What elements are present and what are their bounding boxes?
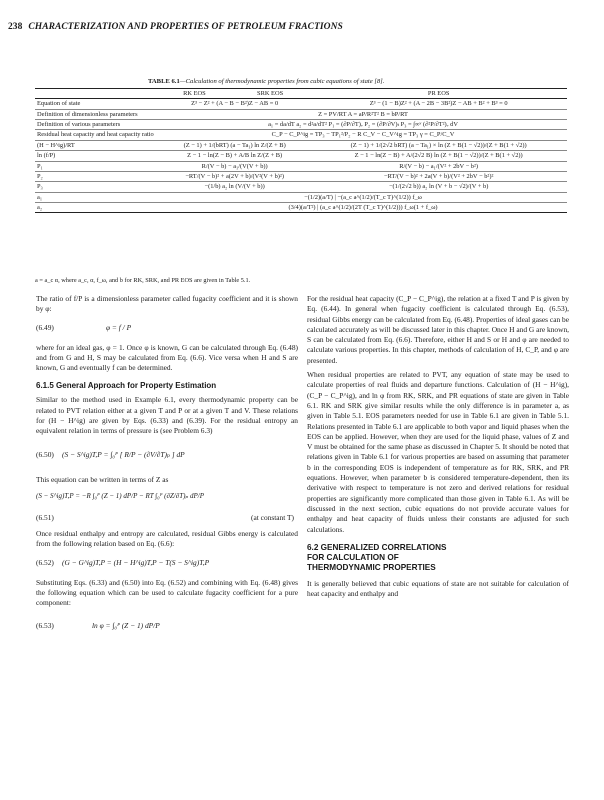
table-row [35, 151, 567, 161]
table-row [35, 161, 567, 171]
equation-6-52 [36, 554, 298, 574]
row-pr: (Z − 1) + 1/(2√2 bRT) (a − Ta₁) × ln (Z + B(1 − √2))/(Z + B(1 + √2)) [310, 140, 567, 150]
section-heading: 6.1.5 General Approach for Property Estimation [36, 381, 217, 391]
equation-note: (at constant T) [251, 512, 294, 522]
table-header-pr: PR EOS [310, 89, 567, 99]
table-row [35, 182, 567, 192]
row-all: a₁ = da/dT a₂ = d²a/dT² P₁ = (∂P/∂T)ᵥ P₂ = (∂P/∂V)ₜ P₃ = ∫∞ᵛ (∂²P/∂T²)ᵥ dV [159, 120, 567, 130]
equation-number: (6.51) [36, 512, 54, 522]
paragraph: The ratio of f/P is a dimensionless parameter called fugacity coefficient and it is shown by φ: [36, 294, 298, 314]
equation-number: (6.50) [36, 449, 54, 459]
row-all: Z = PV/RT A = aP/R²T² B = bP/RT [159, 109, 567, 119]
paragraph: Once residual enthalpy and entropy are calculated, residual Gibbs energy is calculated from the following relation based on Eq. (6.6): [36, 528, 298, 549]
row-label: P₃ [35, 182, 159, 192]
left-column [36, 294, 298, 646]
equation-body: ln φ = ∫₀ᴾ (Z − 1) dP/P [92, 621, 160, 631]
row-label: ln (f/P) [35, 151, 159, 161]
equation-6-53 [36, 612, 298, 642]
row-rk-srk: −(1/b) a₂ ln (V/(V + b)) [159, 182, 310, 192]
row-rk-srk: R/(V − b) − a₁/(V(V + b)) [159, 161, 310, 171]
equation-number: (6.52) [36, 557, 54, 567]
paragraph: where for an ideal gas, φ = 1. Once φ is known, G can be calculated through Eq. (6.48) and from G and H, S may be calculated from Eq. (6.6). Vice versa when H and S are known, G and eventually f can be determined. [36, 342, 298, 373]
section-heading-line: THERMODYNAMIC PROPERTIES [307, 562, 436, 572]
paragraph: When residual properties are related to PVT, any equation of state may be used to calculate properties of real fluids and departure functions. Calculation of (H − H^ig), (C_P − C_P^ig), and ln φ from RK, SRK, and PR equations of state are given in Table 6.1. RK and SRK give similar results while the only difference is in parameter a, as given in Table 5.1. EOS parameters needed for use in Table 6.1 are given in Table 5.1. Relations presented in Table 6.1 are applicable to both vapor and liquid phases when the EOS can be applied. However, when they are used for the liquid phase, values of Z and V must be obtained for the same phase as discussed in Chapter 5. It should be noted that relations given in Table 6.1 for various properties are based on assuming that parameter b in the corresponding EOS is independent of temperature as for RK, SRK, and PR equations. However, when parameter b is considered temperature-dependent, then its derivative with respect to temperature is not zero and derived relations for residual properties are significantly more complicated than those given in Table 6.1. As will be discussed in the next section, cubic equations do not provide accurate values for enthalpy and heat capacity of fluids unless their constants are adjusted for such calculations. [307, 370, 569, 534]
section-heading-line: FOR CALCULATION OF [307, 552, 399, 562]
row-pr: Z − 1 − ln(Z − B) + A/(2√2 B) ln (Z + B(1 − √2))/(Z + B(1 + √2)) [310, 151, 567, 161]
page-number: 238 [8, 22, 23, 32]
table-row [35, 109, 567, 119]
equation-body: φ = f / P [106, 322, 132, 332]
equation-6-49 [36, 319, 298, 339]
table-header-row [35, 89, 567, 99]
row-pr: R/(V − b) − a₁/(V² + 2bV − b²) [310, 161, 567, 171]
running-header [8, 22, 343, 32]
table-caption-text: —Calculation of thermodynamic properties from cubic equations of state [8]. [179, 78, 385, 85]
equation-number: (6.53) [36, 621, 54, 631]
table-caption [148, 78, 384, 85]
table-row [35, 171, 567, 181]
thermo-properties-table [35, 88, 567, 213]
equation-body: (S − S^ig)T,P = ∫₀ᴾ [ R/P − (∂V/∂T)ₚ ] dP [62, 449, 185, 459]
row-label: a₁ [35, 192, 159, 202]
table-row [35, 202, 567, 212]
row-label: P₁ [35, 161, 159, 171]
table-header-rk: RK EOS [159, 89, 230, 99]
table-caption-id: TABLE 6.1 [148, 78, 180, 85]
row-label: P₂ [35, 171, 159, 181]
running-title: CHARACTERIZATION AND PROPERTIES OF PETROLEUM FRACTIONS [28, 22, 343, 32]
row-all: −(1/2)(a/T) | −(a_c a^(1/2)/(T_c T)^(1/2)) f_ω [159, 192, 567, 202]
row-label: Equation of state [35, 99, 159, 109]
equation-body: (S − S^ig)T,P = −R ∫₀ᴾ (Z − 1) dP/P − RT ∫₀ᴾ (∂Z/∂T)ₚ dP/P [36, 491, 204, 500]
row-label: Definition of dimensionless parameters [35, 109, 159, 119]
row-pr: −RT/(V − b)² + 2a(V + b)/(V² + 2bV − b²)² [310, 171, 567, 181]
table-header-label [35, 89, 159, 99]
row-label: a₂ [35, 202, 159, 212]
paragraph: Similar to the method used in Example 6.1, every thermodynamic property can be related to PVT relation either at a given T and P or at a given T and V. These relations for (H − H^ig) are given by Eqs. (6.33) and (6.39). For the residual entropy an equivalent relation in terms of pressure is (see Problem 6.3) [36, 395, 298, 436]
section-heading-line: 6.2 GENERALIZED CORRELATIONS [307, 542, 447, 552]
table-row [35, 192, 567, 202]
table-header-srk: SRK EOS [230, 89, 310, 99]
row-all: (3/4)(a/T²) | (a_c a^(1/2)/(2T (T_c T)^(1/2))) f_ω(1 + f_ω) [159, 202, 567, 212]
row-label: (H − H^ig)/RT [35, 140, 159, 150]
right-column [307, 294, 569, 603]
row-label: Residual heat capacity and heat capacity ratio [35, 130, 159, 140]
paragraph: This equation can be written in terms of Z as [36, 474, 169, 484]
paragraph: It is generally believed that cubic equations of state are not suitable for calculation of heat capacity and enthalpy and [307, 578, 569, 599]
equation-number: (6.49) [36, 322, 54, 332]
table-row [35, 120, 567, 130]
table-row [35, 130, 567, 140]
row-all: C_P − C_P^ig = TP₃ − TP₁²/P₂ − R C_V − C_V^ig = TP₃ γ = C_P/C_V [159, 130, 567, 140]
section-heading [307, 543, 569, 573]
row-rk-srk: −RT/(V − b)² + a(2V + b)/(V²(V + b)²) [159, 171, 310, 181]
paragraph: Substituting Eqs. (6.33) and (6.50) into Eq. (6.52) and combining with Eq. (6.48) gives the following equation which can be used to calculate fugacity coefficient for a pure component: [36, 577, 298, 608]
row-rk-srk: Z³ − Z² + (A − B − B²)Z − AB = 0 [159, 99, 310, 109]
row-rk-srk: Z − 1 − ln(Z − B) + A/B ln Z/(Z + B) [159, 151, 310, 161]
equation-6-51 [36, 489, 298, 525]
row-label: Definition of various parameters [35, 120, 159, 130]
table-row [35, 99, 567, 109]
row-pr: Z³ − (1 − B)Z² + (A − 2B − 3B²)Z − AB + B² + B³ = 0 [310, 99, 567, 109]
table-footnote: a = a_c α, where a_c, α, f_ω, and b for RK, SRK, and PR EOS are given in Table 5.1. [35, 277, 251, 284]
paragraph: For the residual heat capacity (C_P − C_P^ig), the relation at a fixed T and P is given by Eq. (6.44). In general when fugacity coefficient is calculated through Eq. (6.53), residual Gibbs energy can be calculated from Eq. (6.48). Properties of ideal gases can be calculated accurately as will be discussed later in this chapter. Once H and G are known, S can be calculated from Eq. (6.6). Therefore, either H and S or H and φ are needed to calculate various properties. In this chapter, methods of calculation of H, C_P, and φ are presented. [307, 294, 569, 365]
equation-6-50 [36, 441, 298, 471]
table-row [35, 140, 567, 150]
equation-body: (G − G^ig)T,P = (H − H^ig)T,P − T(S − S^ig)T,P [62, 557, 210, 567]
row-rk-srk: (Z − 1) + 1/(bRT) (a − Ta₁) ln Z/(Z + B) [159, 140, 310, 150]
row-pr: −(1/(2√2 b)) a₂ ln (V + b − √2)/(V + b) [310, 182, 567, 192]
